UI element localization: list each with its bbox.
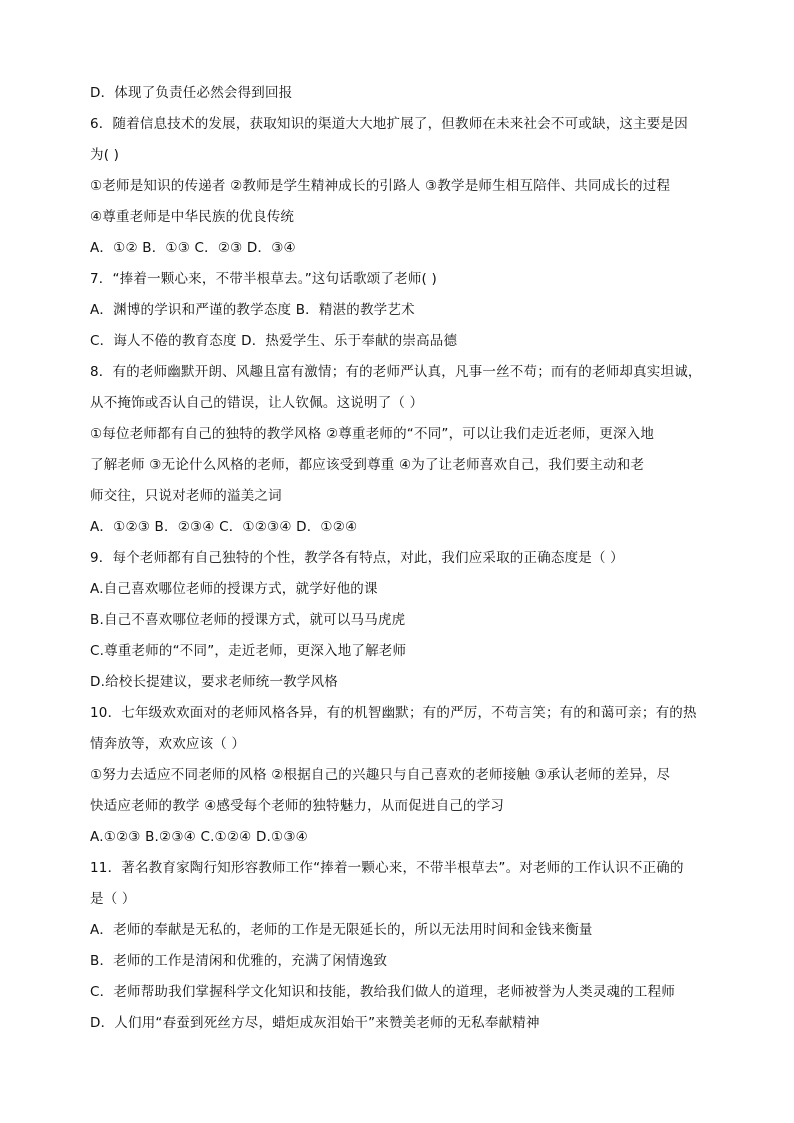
question-8-stem: 8．有的老师幽默开朗、风趣且富有激情；有的老师严认真，凡事一丝不苟；而有的老师却真实坦诚， [90, 364, 702, 380]
question-10-statements-cont: 快适应老师的教学 ④感受每个老师的独特魅力，从而促进自己的学习 [90, 798, 505, 814]
question-7-options-ab: A．渊博的学识和严谨的教学态度 B．精湛的教学艺术 [90, 302, 415, 318]
question-8-stem-cont: 从不掩饰或否认自己的错误，让人钦佩。这说明了（ ） [90, 395, 424, 411]
question-9-option-a: A.自己喜欢哪位老师的授课方式，就学好他的课 [90, 581, 378, 597]
answer-option-d: D．体现了负责任必然会得到回报 [90, 85, 293, 101]
question-9-option-b: B.自己不喜欢哪位老师的授课方式，就可以马马虎虎 [90, 612, 406, 628]
question-8-statements-cont: 了解老师 ③无论什么风格的老师，都应该受到尊重 ④为了让老师喜欢自己，我们要主动和老 [90, 457, 645, 473]
question-11-option-d: D．人们用“春蚕到死丝方尽，蜡炬成灰泪始干”来赞美老师的无私奉献精神 [90, 1015, 540, 1031]
document-page [90, 78, 710, 1039]
question-8-statements: ①每位老师都有自己的独特的教学风格 ②尊重老师的“不同”，可以让我们走近老师，更深入地 [90, 426, 655, 442]
question-6-options: A．①② B．①③ C．②③ D．③④ [90, 240, 296, 256]
question-6-stem: 6．随着信息技术的发展，获取知识的渠道大大地扩展了，但教师在未来社会不可或缺，这主要是因 [90, 116, 688, 132]
question-11-stem-cont: 是（ ） [90, 891, 136, 907]
question-9-stem: 9．每个老师都有自己独特的个性，教学各有特点，对此，我们应采取的正确态度是（ ） [90, 550, 624, 566]
question-6-statements: ①老师是知识的传递者 ②教师是学生精神成长的引路人 ③教学是师生相互陪伴、共同成长的过程 [90, 178, 671, 194]
question-9-option-c: C.尊重老师的“不同”，走近老师，更深入地了解老师 [90, 643, 407, 659]
question-7-options-cd: C．诲人不倦的教育态度 D．热爱学生、乐于奉献的崇高品德 [90, 333, 458, 349]
question-11-option-b: B．老师的工作是清闲和优雅的，充满了闲情逸致 [90, 953, 388, 969]
question-8-statements-end: 师交往，只说对老师的溢美之词 [90, 488, 282, 504]
question-6-stem-cont: 为( ) [90, 147, 120, 163]
question-9-option-d: D.给校长提建议，要求老师统一教学风格 [90, 674, 338, 690]
question-8-options: A．①②③ B．②③④ C．①②③④ D．①②④ [90, 519, 358, 535]
question-10-statements: ①努力去适应不同老师的风格 ②根据自己的兴趣只与自己喜欢的老师接触 ③承认老师的差异，尽 [90, 767, 671, 783]
question-10-options: A.①②③ B.②③④ C.①②④ D.①③④ [90, 829, 308, 845]
question-11-stem: 11．著名教育家陶行知形容教师工作“捧着一颗心来，不带半根草去”。对老师的工作认识不正确的 [90, 860, 684, 876]
question-6-statements-cont: ④尊重老师是中华民族的优良传统 [90, 209, 295, 225]
question-10-stem: 10．七年级欢欢面对的老师风格各异，有的机智幽默；有的严厉，不苟言笑；有的和蔼可亲；有的热 [90, 705, 697, 721]
question-10-stem-cont: 情奔放等，欢欢应该（ ） [90, 736, 246, 752]
question-11-option-a: A．老师的奉献是无私的，老师的工作是无限延长的，所以无法用时间和金钱来衡量 [90, 922, 593, 938]
question-11-option-c: C．老师帮助我们掌握科学文化知识和技能，教给我们做人的道理，老师被誉为人类灵魂的工程师 [90, 984, 676, 1000]
question-7-stem: 7．“捧着一颗心来，不带半根草去。”这句话歌颂了老师( ) [90, 271, 437, 287]
